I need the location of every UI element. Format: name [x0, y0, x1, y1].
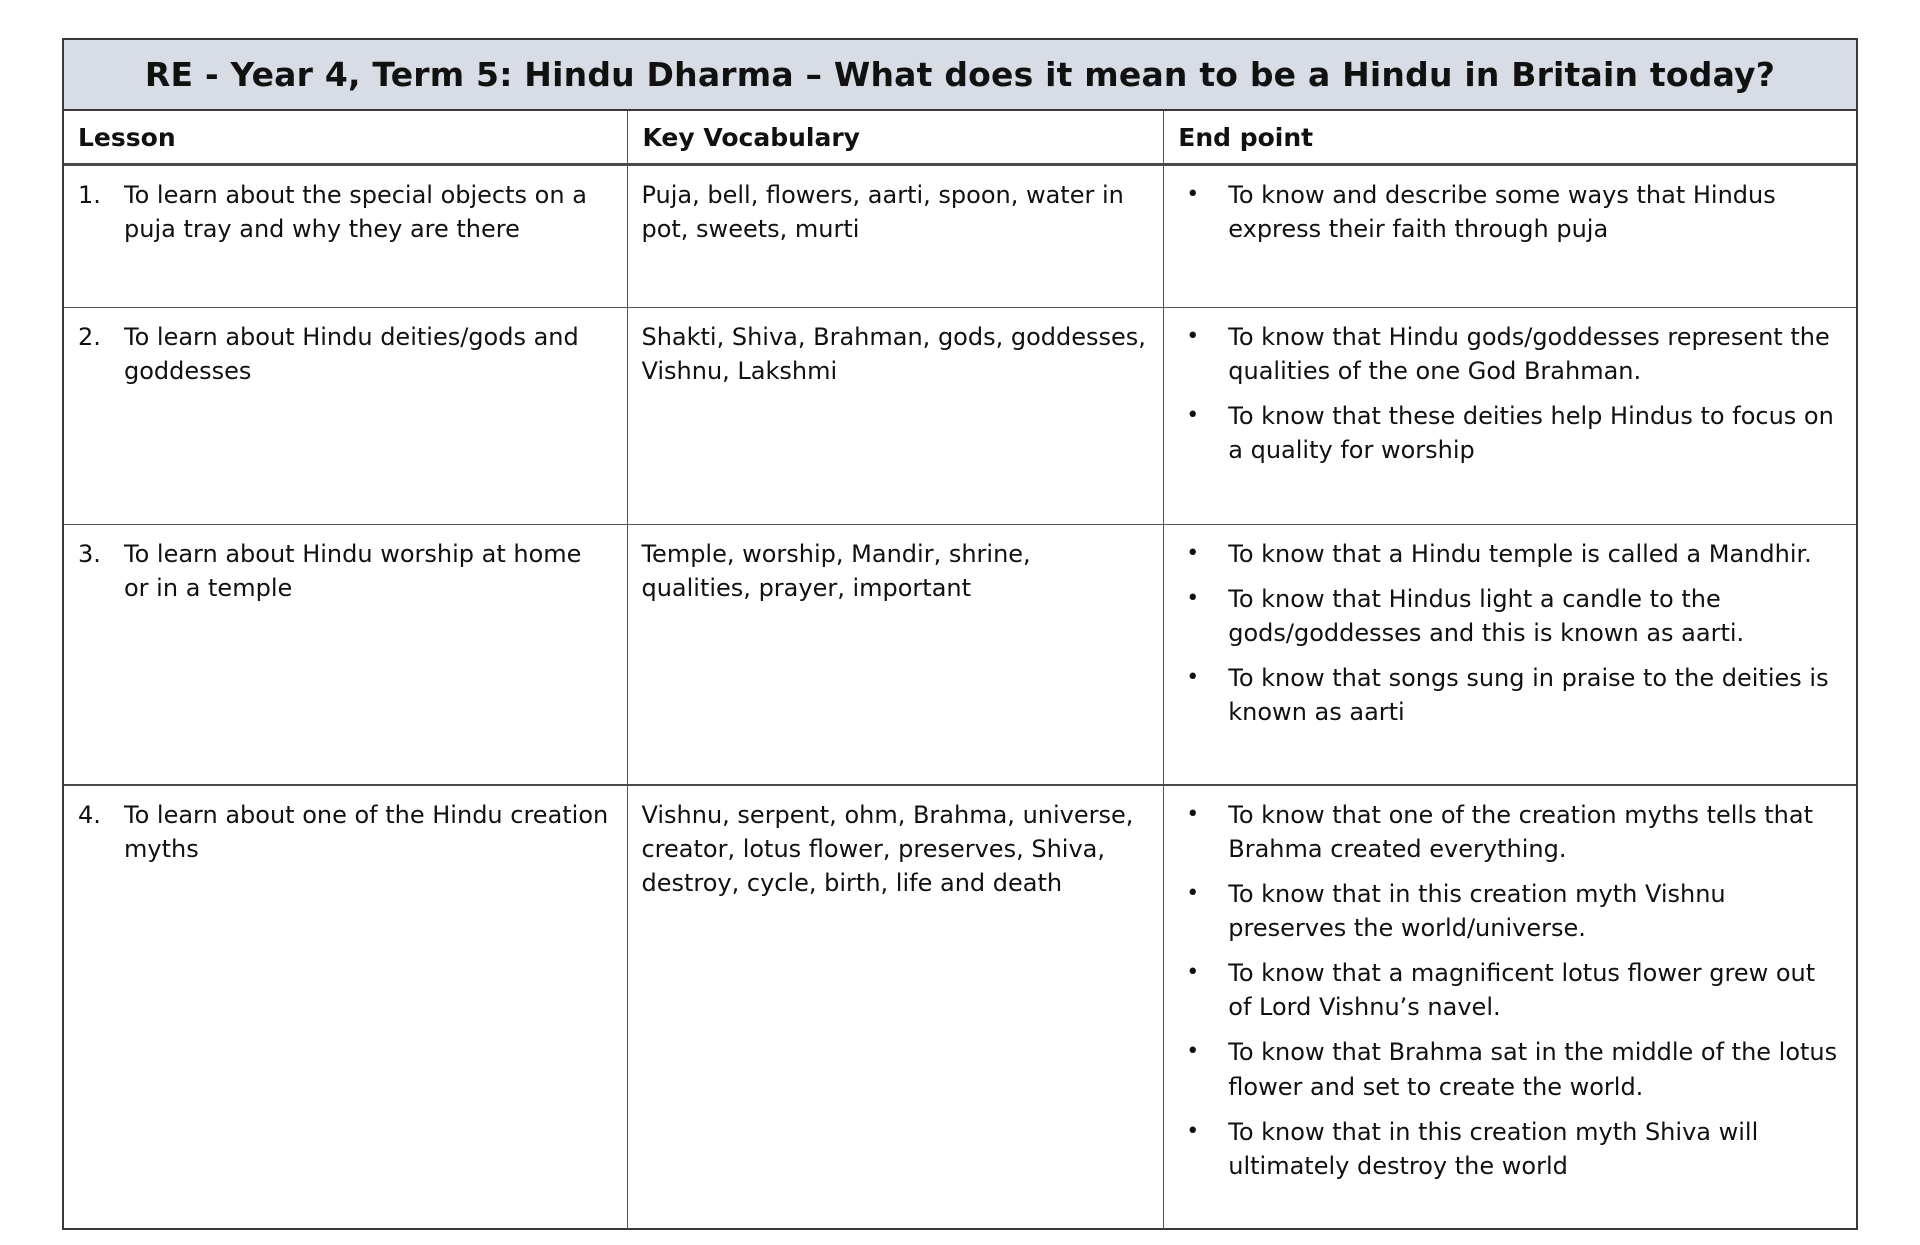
- table-row: [64, 786, 1856, 1228]
- table-title-bar: [64, 40, 1856, 111]
- lesson-numbered-item: [78, 798, 611, 866]
- curriculum-table: [62, 38, 1858, 1230]
- end-point-text: To know that songs sung in praise to the deities is known as aarti: [1228, 664, 1829, 727]
- lesson-text: To learn about Hindu worship at home or in a temple: [124, 540, 582, 603]
- lesson-number: 2.: [78, 323, 101, 351]
- bullet-icon: •: [1186, 324, 1200, 349]
- end-point-item: [1186, 661, 1838, 729]
- page-title: RE - Year 4, Term 5: Hindu Dharma – What does it mean to be a Hindu in Britain today?: [144, 55, 1776, 94]
- end-point-bullet-list: [1186, 320, 1838, 467]
- end-point-item: [1186, 1035, 1838, 1103]
- column-header-end-point: End point: [1178, 122, 1314, 152]
- lesson-cell: [64, 786, 628, 1228]
- bullet-icon: •: [1186, 1118, 1200, 1144]
- end-point-text: To know and describe some ways that Hindus express their faith through puja: [1228, 181, 1776, 244]
- bullet-icon: •: [1186, 541, 1200, 566]
- lesson-text: To learn about Hindu deities/gods and goddesses: [124, 323, 579, 386]
- end-point-text: To know that these deities help Hindus to focus on a quality for worship: [1228, 402, 1834, 465]
- bullet-icon: •: [1186, 881, 1200, 907]
- end-point-text: To know that Hindus light a candle to the gods/goddesses and this is known as aarti.: [1228, 585, 1745, 648]
- bullet-icon: •: [1186, 586, 1200, 612]
- lesson-number: 3.: [78, 540, 101, 568]
- lesson-cell: [64, 166, 628, 307]
- lesson-number: 4.: [78, 801, 101, 829]
- lesson-text: To learn about one of the Hindu creation myths: [124, 801, 609, 864]
- table-row: [64, 166, 1856, 308]
- end-point-item: [1186, 877, 1838, 945]
- end-point-text: To know that a magnificent lotus flower grew out of Lord Vishnu’s navel.: [1228, 959, 1816, 1022]
- end-point-text: To know that in this creation myth Shiva will ultimately destroy the world: [1228, 1117, 1759, 1180]
- column-header-lesson: Lesson: [64, 111, 628, 163]
- table-header-row: [64, 111, 1856, 166]
- key-vocabulary-cell: Vishnu, serpent, ohm, Brahma, universe, creator, lotus flower, preserves, Shiva, destroy, cycle, birth, life and death: [628, 786, 1164, 1228]
- bullet-icon: •: [1186, 665, 1200, 691]
- lesson-numbered-item: [78, 178, 611, 246]
- end-point-text: To know that one of the creation myths tells that Brahma created everything.: [1228, 801, 1813, 864]
- lesson-number: 1.: [78, 181, 101, 209]
- end-point-text: To know that a Hindu temple is called a Mandhir.: [1228, 540, 1812, 568]
- lesson-numbered-item: [78, 320, 611, 388]
- end-point-item: [1186, 1115, 1838, 1183]
- end-point-cell: [1164, 166, 1856, 307]
- end-point-item: [1186, 582, 1838, 650]
- bullet-icon: •: [1186, 403, 1200, 429]
- end-point-cell: [1164, 525, 1856, 784]
- bullet-icon: •: [1186, 1039, 1200, 1065]
- bullet-icon: •: [1186, 960, 1200, 986]
- end-point-item: [1186, 956, 1838, 1024]
- table-body: [64, 166, 1856, 1228]
- end-point-bullet-list: [1186, 178, 1838, 246]
- lesson-numbered-item: [78, 537, 611, 605]
- key-vocabulary-cell: Temple, worship, Mandir, shrine, qualities, prayer, important: [628, 525, 1164, 784]
- end-point-item: [1186, 537, 1838, 571]
- end-point-item: [1186, 178, 1838, 246]
- end-point-item: [1186, 320, 1838, 388]
- end-point-cell: [1164, 308, 1856, 524]
- end-point-text: To know that Brahma sat in the middle of the lotus flower and set to create the world.: [1228, 1038, 1838, 1101]
- key-vocabulary-cell: Shakti, Shiva, Brahman, gods, goddesses, Vishnu, Lakshmi: [628, 308, 1164, 524]
- table-row: [64, 308, 1856, 525]
- end-point-bullet-list: [1186, 537, 1838, 729]
- column-header-key-vocabulary: Key Vocabulary: [628, 111, 1164, 163]
- lesson-cell: [64, 525, 628, 784]
- end-point-text: To know that Hindu gods/goddesses represent the qualities of the one God Brahman.: [1228, 323, 1830, 386]
- bullet-icon: •: [1186, 802, 1200, 827]
- key-vocabulary-cell: Puja, bell, flowers, aarti, spoon, water in pot, sweets, murti: [628, 166, 1164, 307]
- end-point-text: To know that in this creation myth Vishnu preserves the world/universe.: [1228, 880, 1726, 943]
- end-point-bullet-list: [1186, 798, 1838, 1183]
- end-point-cell: [1164, 786, 1856, 1228]
- lesson-text: To learn about the special objects on a puja tray and why they are there: [124, 181, 587, 244]
- lesson-cell: [64, 308, 628, 524]
- bullet-icon: •: [1186, 182, 1200, 207]
- table-row: [64, 525, 1856, 786]
- end-point-item: [1186, 399, 1838, 467]
- end-point-item: [1186, 798, 1838, 866]
